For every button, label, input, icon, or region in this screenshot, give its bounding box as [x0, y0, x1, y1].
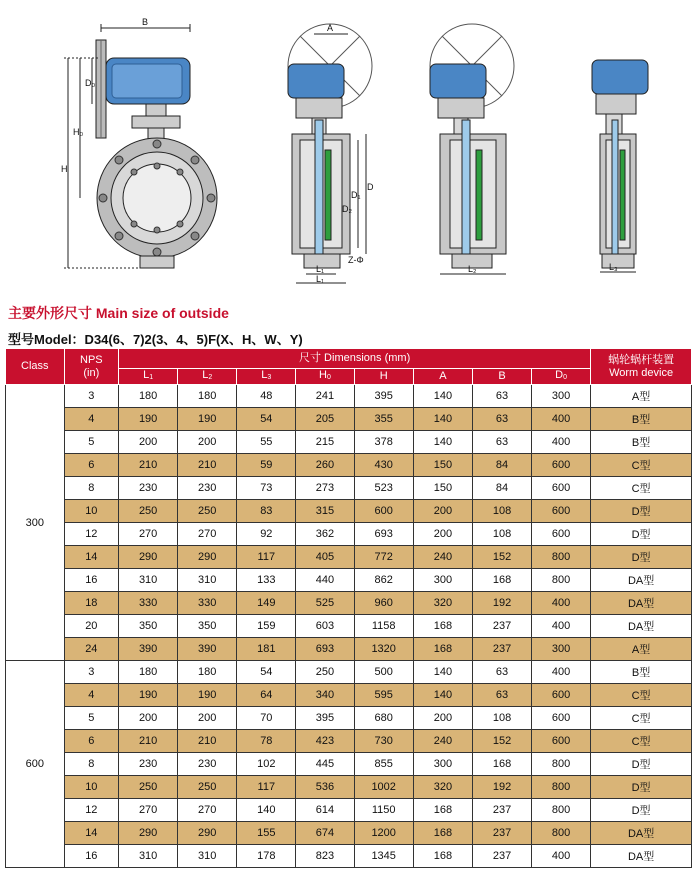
table-cell: 250 [119, 776, 178, 799]
table-cell: 16 [64, 569, 119, 592]
table-cell: 150 [413, 454, 472, 477]
table-cell: 59 [237, 454, 296, 477]
table-cell: 168 [413, 845, 472, 868]
table-cell: 674 [296, 822, 354, 845]
table-cell: 150 [413, 477, 472, 500]
table-cell: 300 [532, 385, 591, 408]
table-cell: 237 [472, 799, 531, 822]
label-b: B [142, 17, 149, 27]
table-cell: B型 [591, 661, 692, 684]
table-cell: 117 [237, 776, 296, 799]
table-cell: 290 [178, 546, 237, 569]
table-cell: 237 [472, 638, 531, 661]
table-cell: 14 [64, 546, 119, 569]
table-cell: 800 [532, 799, 591, 822]
table-cell: 395 [354, 385, 413, 408]
header-dim-base: L [143, 369, 150, 381]
table-row [6, 500, 692, 523]
table-cell: 108 [472, 707, 531, 730]
table-cell: 133 [237, 569, 296, 592]
table-cell: 378 [354, 431, 413, 454]
table-cell: 152 [472, 546, 531, 569]
table-cell: 240 [413, 546, 472, 569]
table-cell: 180 [119, 661, 178, 684]
table-cell: 54 [237, 408, 296, 431]
table-row [6, 753, 692, 776]
table-cell: 250 [119, 500, 178, 523]
header-worm-cn: 蜗轮蜗杆装置 [608, 353, 675, 366]
dimensions-table [5, 348, 692, 868]
header-nps-unit: (in) [83, 366, 100, 379]
table-cell: 10 [64, 776, 119, 799]
table-cell: 12 [64, 523, 119, 546]
table-cell: 117 [237, 546, 296, 569]
table-cell: 4 [64, 684, 119, 707]
table-row [6, 822, 692, 845]
table-cell: 210 [119, 730, 178, 753]
table-cell: 200 [413, 523, 472, 546]
table-cell: D型 [591, 753, 692, 776]
table-cell: DA型 [591, 615, 692, 638]
table-cell: C型 [591, 454, 692, 477]
table-cell: 230 [119, 753, 178, 776]
table-cell: 693 [296, 638, 354, 661]
table-cell: 823 [296, 845, 354, 868]
header-nps-label: NPS [80, 353, 103, 366]
table-cell: 400 [532, 431, 591, 454]
table-cell: 250 [178, 776, 237, 799]
table-cell: 237 [472, 845, 531, 868]
table-cell: 405 [296, 546, 354, 569]
table-cell: 240 [413, 730, 472, 753]
table-cell: 192 [472, 592, 531, 615]
table-cell: 20 [64, 615, 119, 638]
table-cell: 290 [178, 822, 237, 845]
table-cell: 400 [532, 845, 591, 868]
table-cell: 168 [413, 638, 472, 661]
table-cell: 5 [64, 431, 119, 454]
table-cell: 423 [296, 730, 354, 753]
table-cell: 210 [178, 454, 237, 477]
table-cell: 1200 [354, 822, 413, 845]
table-cell: 140 [413, 431, 472, 454]
table-cell: D型 [591, 776, 692, 799]
table-cell: 1150 [354, 799, 413, 822]
table-row [6, 592, 692, 615]
table-cell: 600 [532, 454, 591, 477]
table-row [6, 546, 692, 569]
table-cell: 440 [296, 569, 354, 592]
table-cell: 800 [532, 753, 591, 776]
table-cell: 190 [178, 684, 237, 707]
table-cell: 16 [64, 845, 119, 868]
table-cell: 140 [413, 408, 472, 431]
table-cell: 300 [413, 569, 472, 592]
table-cell: 350 [178, 615, 237, 638]
table-cell: 200 [178, 431, 237, 454]
table-cell: 73 [237, 477, 296, 500]
header-dim-col [413, 369, 472, 385]
table-cell: 5 [64, 707, 119, 730]
table-cell: 18 [64, 592, 119, 615]
table-cell: 10 [64, 500, 119, 523]
table-cell: 320 [413, 776, 472, 799]
table-cell: 140 [413, 661, 472, 684]
table-row [6, 776, 692, 799]
header-dim-base: H [319, 369, 327, 381]
table-cell: 250 [296, 661, 354, 684]
table-cell: 362 [296, 523, 354, 546]
table-cell: D型 [591, 523, 692, 546]
table-cell: 500 [354, 661, 413, 684]
table-cell: 800 [532, 776, 591, 799]
label-l1: L₁ [316, 264, 325, 274]
table-cell: 180 [178, 385, 237, 408]
table-cell: 603 [296, 615, 354, 638]
table-cell: B型 [591, 408, 692, 431]
table-cell: A型 [591, 638, 692, 661]
header-dim-base: L [261, 369, 268, 381]
table-cell: 200 [413, 500, 472, 523]
table-cell: 24 [64, 638, 119, 661]
table-cell: 168 [472, 569, 531, 592]
table-cell: D型 [591, 546, 692, 569]
header-worm-device [591, 349, 692, 385]
table-cell: 1158 [354, 615, 413, 638]
table-cell: 310 [178, 569, 237, 592]
table-cell: 600 [532, 500, 591, 523]
table-cell: 200 [178, 707, 237, 730]
side-view-l1-drawing [288, 24, 372, 283]
header-dim-col [296, 369, 354, 385]
table-cell: 92 [237, 523, 296, 546]
table-cell: 8 [64, 477, 119, 500]
table-cell: 260 [296, 454, 354, 477]
table-cell: 862 [354, 569, 413, 592]
label-d: D [367, 182, 374, 192]
table-cell: 772 [354, 546, 413, 569]
table-cell: 595 [354, 684, 413, 707]
side-view-l3-drawing [592, 60, 648, 272]
table-cell: 63 [472, 408, 531, 431]
front-view-drawing [64, 24, 217, 268]
label-d2: D₂ [342, 204, 352, 214]
table-cell: 190 [178, 408, 237, 431]
table-cell: 230 [178, 477, 237, 500]
table-cell: 6 [64, 730, 119, 753]
table-cell: 8 [64, 753, 119, 776]
table-cell: 63 [472, 661, 531, 684]
header-dim-base: B [498, 370, 506, 382]
table-cell: 960 [354, 592, 413, 615]
table-row [6, 730, 692, 753]
table-cell: D型 [591, 500, 692, 523]
table-cell: 159 [237, 615, 296, 638]
table-cell: 600 [532, 730, 591, 753]
table-cell: 693 [354, 523, 413, 546]
table-cell: 300 [532, 638, 591, 661]
header-dim-base: A [439, 370, 447, 382]
table-cell: 108 [472, 500, 531, 523]
table-cell: 108 [472, 523, 531, 546]
header-class: Class [6, 349, 65, 385]
table-cell: C型 [591, 684, 692, 707]
table-cell: DA型 [591, 569, 692, 592]
table-cell: 70 [237, 707, 296, 730]
table-cell: 84 [472, 477, 531, 500]
table-cell: 84 [472, 454, 531, 477]
valve-drawings [0, 0, 700, 290]
table-cell: DA型 [591, 845, 692, 868]
table-cell: 3 [64, 661, 119, 684]
table-row [6, 684, 692, 707]
table-cell: 310 [119, 845, 178, 868]
table-cell: 48 [237, 385, 296, 408]
table-cell: 190 [119, 684, 178, 707]
table-cell: 168 [413, 615, 472, 638]
header-dim-base: H [379, 370, 388, 382]
table-cell: 310 [119, 569, 178, 592]
table-cell: 395 [296, 707, 354, 730]
table-row [6, 477, 692, 500]
header-dim-col [119, 369, 178, 385]
header-dim-col [354, 369, 413, 385]
table-cell: 210 [119, 454, 178, 477]
label-a: A [327, 23, 334, 33]
table-cell: 180 [178, 661, 237, 684]
table-cell: 140 [413, 385, 472, 408]
table-cell: 63 [472, 385, 531, 408]
table-cell: 14 [64, 822, 119, 845]
table-cell: 400 [532, 592, 591, 615]
table-cell: 192 [472, 776, 531, 799]
table-cell: 270 [119, 799, 178, 822]
section-title: 主要外形尺寸 Main size of outside [8, 305, 229, 321]
table-cell: 178 [237, 845, 296, 868]
table-cell: 64 [237, 684, 296, 707]
header-dim-base: L [202, 369, 209, 381]
label-l2: L₂ [468, 264, 477, 274]
class-cell: 300 [6, 385, 65, 661]
table-cell: 230 [119, 477, 178, 500]
table-cell: 270 [119, 523, 178, 546]
table-cell: DA型 [591, 592, 692, 615]
label-d1: D₁ [351, 190, 361, 200]
table-cell: 390 [119, 638, 178, 661]
table-cell: 390 [178, 638, 237, 661]
header-dimensions: 尺寸 Dimensions (mm) [119, 349, 591, 369]
table-cell: 400 [532, 661, 591, 684]
table-row [6, 615, 692, 638]
model-line: 型号Model：D34(6、7)2(3、4、5)F(X、H、W、Y) [8, 332, 303, 347]
table-row [6, 523, 692, 546]
header-dim-col [178, 369, 237, 385]
table-cell: 54 [237, 661, 296, 684]
table-cell: 270 [178, 523, 237, 546]
table-cell: 855 [354, 753, 413, 776]
table-cell: 237 [472, 615, 531, 638]
table-cell: 152 [472, 730, 531, 753]
label-zphi: Z-Φ [348, 255, 364, 265]
table-row [6, 638, 692, 661]
table-cell: 102 [237, 753, 296, 776]
table-cell: 1345 [354, 845, 413, 868]
table-cell: 215 [296, 431, 354, 454]
table-cell: 205 [296, 408, 354, 431]
table-cell: C型 [591, 730, 692, 753]
table-cell: 55 [237, 431, 296, 454]
label-l3: L₃ [609, 262, 618, 272]
table-cell: 445 [296, 753, 354, 776]
side-view-l2-drawing [430, 24, 514, 274]
table-cell: 210 [178, 730, 237, 753]
table-cell: 355 [354, 408, 413, 431]
table-cell: 290 [119, 546, 178, 569]
table-cell: DA型 [591, 822, 692, 845]
table-row [6, 431, 692, 454]
table-cell: 430 [354, 454, 413, 477]
table-cell: D型 [591, 799, 692, 822]
table-cell: 78 [237, 730, 296, 753]
header-nps [64, 349, 119, 385]
table-cell: 536 [296, 776, 354, 799]
table-cell: B型 [591, 431, 692, 454]
table-cell: 600 [532, 707, 591, 730]
table-row [6, 845, 692, 868]
label-d0: D₀ [85, 78, 96, 88]
header-dim-sub: 1 [149, 374, 154, 381]
table-cell: 310 [178, 845, 237, 868]
table-cell: 155 [237, 822, 296, 845]
table-cell: 237 [472, 822, 531, 845]
table-cell: 600 [354, 500, 413, 523]
table-cell: 241 [296, 385, 354, 408]
table-cell: 614 [296, 799, 354, 822]
table-cell: 83 [237, 500, 296, 523]
table-row [6, 661, 692, 684]
header-dim-sub: 0 [563, 374, 568, 381]
table-cell: 180 [119, 385, 178, 408]
table-cell: C型 [591, 477, 692, 500]
table-cell: 168 [413, 822, 472, 845]
table-cell: 600 [532, 523, 591, 546]
label-h: H [61, 164, 68, 174]
label-h0: H₀ [73, 127, 84, 137]
table-cell: 181 [237, 638, 296, 661]
header-dim-col [532, 369, 591, 385]
table-cell: C型 [591, 707, 692, 730]
table-cell: 3 [64, 385, 119, 408]
table-cell: 680 [354, 707, 413, 730]
table-row [6, 385, 692, 408]
table-cell: 300 [413, 753, 472, 776]
table-cell: 273 [296, 477, 354, 500]
header-dim-base: D [555, 369, 564, 381]
class-cell: 600 [6, 661, 65, 868]
table-cell: 800 [532, 569, 591, 592]
table-row [6, 454, 692, 477]
table-cell: 340 [296, 684, 354, 707]
table-row [6, 569, 692, 592]
table-cell: 600 [532, 477, 591, 500]
table-cell: 315 [296, 500, 354, 523]
header-dim-col [472, 369, 531, 385]
table-cell: 200 [119, 707, 178, 730]
table-cell: 800 [532, 822, 591, 845]
table-cell: 12 [64, 799, 119, 822]
header-dim-sub: 0 [326, 374, 331, 381]
table-cell: 6 [64, 454, 119, 477]
label-l1-outer: L₁ [316, 274, 325, 284]
table-cell: 63 [472, 684, 531, 707]
table-cell: 4 [64, 408, 119, 431]
table-cell: 730 [354, 730, 413, 753]
table-cell: 63 [472, 431, 531, 454]
table-cell: 140 [237, 799, 296, 822]
table-cell: 330 [178, 592, 237, 615]
header-dim-col [237, 369, 296, 385]
table-cell: 600 [532, 684, 591, 707]
table-cell: 525 [296, 592, 354, 615]
table-cell: 320 [413, 592, 472, 615]
table-cell: 350 [119, 615, 178, 638]
table-cell: 1002 [354, 776, 413, 799]
header-dim-sub: 2 [208, 374, 213, 381]
table-cell: 250 [178, 500, 237, 523]
header-worm-en: Worm device [609, 366, 674, 379]
table-cell: 1320 [354, 638, 413, 661]
table-cell: 523 [354, 477, 413, 500]
table-cell: 400 [532, 408, 591, 431]
table-cell: 290 [119, 822, 178, 845]
table-row [6, 799, 692, 822]
header-dim-sub: 3 [267, 374, 272, 381]
table-row [6, 408, 692, 431]
table-cell: 140 [413, 684, 472, 707]
table-cell: 230 [178, 753, 237, 776]
table-cell: 200 [413, 707, 472, 730]
table-row [6, 707, 692, 730]
table-cell: 190 [119, 408, 178, 431]
table-cell: 149 [237, 592, 296, 615]
table-cell: 200 [119, 431, 178, 454]
table-cell: 168 [413, 799, 472, 822]
table-cell: 330 [119, 592, 178, 615]
table-cell: 168 [472, 753, 531, 776]
table-cell: A型 [591, 385, 692, 408]
table-cell: 800 [532, 546, 591, 569]
table-cell: 400 [532, 615, 591, 638]
table-cell: 270 [178, 799, 237, 822]
